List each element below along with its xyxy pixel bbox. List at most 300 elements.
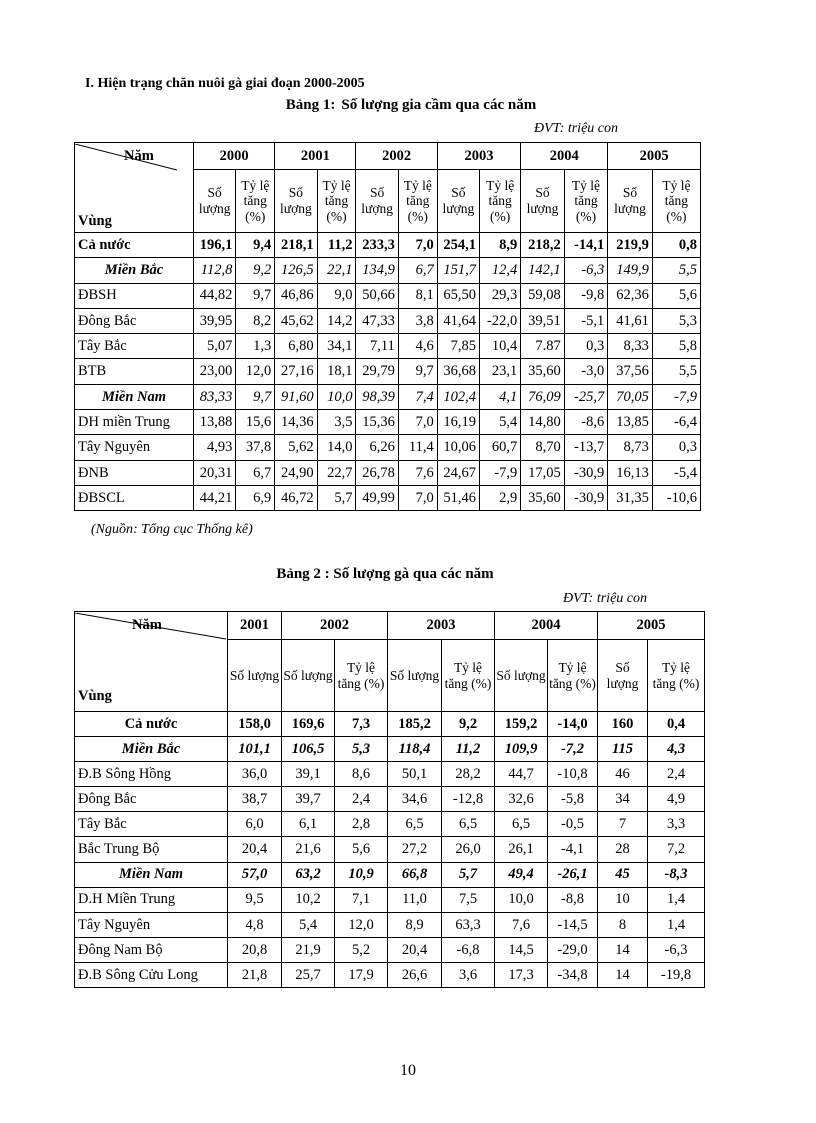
year-header: 2005: [598, 612, 705, 640]
year-header: 2003: [388, 612, 495, 640]
table-cell: 9,4: [236, 233, 275, 258]
table-cell: 11,0: [388, 887, 442, 912]
table-cell: 219,9: [608, 233, 653, 258]
year-header: 2002: [282, 612, 388, 640]
table-cell: 50,66: [356, 283, 398, 308]
table-cell: 21,6: [282, 837, 335, 862]
table-cell: -5,1: [564, 308, 607, 333]
rate-subheader: Tỷ lệ tăng (%): [652, 170, 700, 233]
region-name: BTB: [75, 359, 194, 384]
table-cell: -5,8: [548, 787, 598, 812]
table-cell: 63,2: [282, 862, 335, 887]
table-cell: 254,1: [437, 233, 479, 258]
table-cell: 14,2: [317, 308, 356, 333]
table-cell: 20,31: [194, 460, 236, 485]
table-cell: 10,4: [480, 334, 521, 359]
table-cell: 98,39: [356, 384, 398, 409]
year-header: 2002: [356, 143, 437, 170]
table-cell: -34,8: [548, 962, 598, 987]
table-cell: 5,3: [652, 308, 700, 333]
table-cell: 34,6: [388, 787, 442, 812]
table-row: [75, 334, 701, 359]
rate-subheader: Tỷ lệ tăng (%): [236, 170, 275, 233]
table-cell: 7,0: [398, 485, 437, 510]
table-cell: 60,7: [480, 435, 521, 460]
count-subheader: Số lượng: [228, 640, 282, 712]
table-cell: 3,6: [442, 962, 495, 987]
table-row: [75, 384, 701, 409]
table-cell: 5,5: [652, 258, 700, 283]
region-name: Cả nước: [75, 233, 194, 258]
table-cell: -3,0: [564, 359, 607, 384]
table-cell: 66,8: [388, 862, 442, 887]
table-cell: -6,8: [442, 937, 495, 962]
table-cell: 11,2: [442, 737, 495, 762]
table-cell: -10,6: [652, 485, 700, 510]
table-cell: -8,6: [564, 410, 607, 435]
table-cell: 8,6: [335, 762, 388, 787]
table-cell: 6,7: [398, 258, 437, 283]
table-cell: 14: [598, 962, 648, 987]
table-cell: 158,0: [228, 712, 282, 737]
table-cell: -30,9: [564, 485, 607, 510]
table-cell: 29,3: [480, 283, 521, 308]
table-cell: 102,4: [437, 384, 479, 409]
table-cell: 8: [598, 912, 648, 937]
table-cell: 4,93: [194, 435, 236, 460]
rate-subheader: Tỷ lệ tăng (%): [442, 640, 495, 712]
rate-subheader: Tỷ lệ tăng (%): [398, 170, 437, 233]
table-cell: 149,9: [608, 258, 653, 283]
table-cell: 15,6: [236, 410, 275, 435]
table-cell: 57,0: [228, 862, 282, 887]
table-row: [75, 887, 705, 912]
table-cell: 32,6: [495, 787, 548, 812]
table-row: [75, 359, 701, 384]
table-cell: 5,8: [652, 334, 700, 359]
corner-year-label: Năm: [124, 147, 154, 164]
table-row: [75, 737, 705, 762]
table-cell: 22,7: [317, 460, 356, 485]
table-cell: 10,2: [282, 887, 335, 912]
table-cell: 15,36: [356, 410, 398, 435]
count-subheader: Số lượng: [608, 170, 653, 233]
table-cell: 5,6: [335, 837, 388, 862]
table-cell: 4,8: [228, 912, 282, 937]
table-cell: 14,5: [495, 937, 548, 962]
table-cell: 10,9: [335, 862, 388, 887]
table-cell: 8,33: [608, 334, 653, 359]
table-cell: 10,0: [317, 384, 356, 409]
table-cell: -7,2: [548, 737, 598, 762]
rate-subheader: Tỷ lệ tăng (%): [548, 640, 598, 712]
table-cell: 41,64: [437, 308, 479, 333]
table-cell: 12,0: [335, 912, 388, 937]
table1-title: [0, 97, 816, 114]
table-cell: 31,35: [608, 485, 653, 510]
table-row: [75, 258, 701, 283]
table-cell: 34: [598, 787, 648, 812]
count-subheader: Số lượng: [437, 170, 479, 233]
table-cell: 23,00: [194, 359, 236, 384]
region-name: Đông Nam Bộ: [75, 937, 228, 962]
table-cell: 6,1: [282, 812, 335, 837]
table-cell: 151,7: [437, 258, 479, 283]
table-cell: 106,5: [282, 737, 335, 762]
region-name: Đ.B Sông Cửu Long: [75, 962, 228, 987]
table1-title-prefix: Bảng 1:: [285, 97, 336, 113]
table-row: [75, 812, 705, 837]
table-cell: -9,8: [564, 283, 607, 308]
table-cell: 142,1: [521, 258, 564, 283]
table-cell: 21,8: [228, 962, 282, 987]
table-cell: 44,82: [194, 283, 236, 308]
rate-subheader: Tỷ lệ tăng (%): [335, 640, 388, 712]
table-cell: 109,9: [495, 737, 548, 762]
table-cell: 44,7: [495, 762, 548, 787]
table-cell: 14,80: [521, 410, 564, 435]
table-cell: -8,8: [548, 887, 598, 912]
page-number: 10: [400, 1062, 416, 1079]
year-header: 2004: [521, 143, 608, 170]
region-name: Đông Bắc: [75, 787, 228, 812]
table-cell: -25,7: [564, 384, 607, 409]
table-cell: 5,2: [335, 937, 388, 962]
rate-subheader: Tỷ lệ tăng (%): [317, 170, 356, 233]
table-cell: -10,8: [548, 762, 598, 787]
table-cell: 6,26: [356, 435, 398, 460]
table1-source: (Nguồn: Tổng cục Thống kê): [91, 522, 253, 537]
year-header: 2003: [437, 143, 521, 170]
table-cell: 51,46: [437, 485, 479, 510]
table-cell: 10: [598, 887, 648, 912]
table-cell: 0,4: [648, 712, 705, 737]
table-cell: 9,7: [236, 283, 275, 308]
table-cell: 46: [598, 762, 648, 787]
table-cell: 7,6: [495, 912, 548, 937]
year-header: 2004: [495, 612, 598, 640]
table-cell: 65,50: [437, 283, 479, 308]
table-cell: 8,9: [480, 233, 521, 258]
table-cell: 2,9: [480, 485, 521, 510]
year-header: 2001: [275, 143, 356, 170]
table-cell: 83,33: [194, 384, 236, 409]
table-cell: 2,4: [335, 787, 388, 812]
table-cell: 26,78: [356, 460, 398, 485]
table-cell: 118,4: [388, 737, 442, 762]
table-cell: 21,9: [282, 937, 335, 962]
table1: [74, 142, 701, 511]
table-cell: 14: [598, 937, 648, 962]
table-cell: 218,2: [521, 233, 564, 258]
table1-year-header-row: [75, 143, 701, 170]
table-cell: 16,19: [437, 410, 479, 435]
rate-subheader: Tỷ lệ tăng (%): [480, 170, 521, 233]
table-cell: 46,72: [275, 485, 317, 510]
table-cell: 14,0: [317, 435, 356, 460]
table-row: [75, 762, 705, 787]
table-cell: 12,4: [480, 258, 521, 283]
table-cell: -6,4: [652, 410, 700, 435]
table-cell: 22,1: [317, 258, 356, 283]
table-cell: 47,33: [356, 308, 398, 333]
table-cell: -29,0: [548, 937, 598, 962]
region-name: Đông Bắc: [75, 308, 194, 333]
table-cell: 35,60: [521, 485, 564, 510]
table-cell: -6,3: [648, 937, 705, 962]
table-cell: 4,9: [648, 787, 705, 812]
table-cell: 5,4: [282, 912, 335, 937]
count-subheader: Số lượng: [356, 170, 398, 233]
table-cell: 7,2: [648, 837, 705, 862]
table-cell: 5,07: [194, 334, 236, 359]
table-cell: 2,4: [648, 762, 705, 787]
table-cell: -7,9: [652, 384, 700, 409]
count-subheader: Số lượng: [275, 170, 317, 233]
region-name: Miền Nam: [75, 384, 194, 409]
corner-header: [75, 143, 194, 233]
table-cell: 91,60: [275, 384, 317, 409]
table-cell: 5,4: [480, 410, 521, 435]
count-subheader: Số lượng: [194, 170, 236, 233]
region-name: Tây Bắc: [75, 334, 194, 359]
table-cell: 36,0: [228, 762, 282, 787]
count-subheader: Số lượng: [388, 640, 442, 712]
table-cell: 20,4: [228, 837, 282, 862]
table-row: [75, 712, 705, 737]
table-cell: 0,3: [652, 435, 700, 460]
table-cell: 39,95: [194, 308, 236, 333]
rate-subheader: Tỷ lệ tăng (%): [648, 640, 705, 712]
region-name: ĐBSCL: [75, 485, 194, 510]
region-name: D.H Miền Trung: [75, 887, 228, 912]
region-name: Miền Bắc: [75, 737, 228, 762]
count-subheader: Số lượng: [282, 640, 335, 712]
region-name: ĐNB: [75, 460, 194, 485]
table-cell: 11,4: [398, 435, 437, 460]
table-cell: 14,36: [275, 410, 317, 435]
table-cell: -5,4: [652, 460, 700, 485]
table-cell: 36,68: [437, 359, 479, 384]
table-cell: 63,3: [442, 912, 495, 937]
table2: [74, 611, 705, 988]
table-row: [75, 787, 705, 812]
table-cell: 8,2: [236, 308, 275, 333]
table-cell: 9,2: [236, 258, 275, 283]
year-header: 2000: [194, 143, 275, 170]
table-cell: 38,7: [228, 787, 282, 812]
table-cell: 1,3: [236, 334, 275, 359]
table-cell: 7,4: [398, 384, 437, 409]
corner-region-label: Vùng: [78, 212, 112, 229]
table-cell: 5,6: [652, 283, 700, 308]
table-row: [75, 485, 701, 510]
table-cell: 27,16: [275, 359, 317, 384]
table-cell: 6,5: [388, 812, 442, 837]
table-cell: 6,0: [228, 812, 282, 837]
table-row: [75, 283, 701, 308]
corner-header: [75, 612, 228, 712]
table-cell: 27,2: [388, 837, 442, 862]
table-cell: 28: [598, 837, 648, 862]
table-row: [75, 308, 701, 333]
table-cell: 115: [598, 737, 648, 762]
table-cell: 6,7: [236, 460, 275, 485]
table-cell: 37,8: [236, 435, 275, 460]
table-cell: 26,6: [388, 962, 442, 987]
table-cell: -30,9: [564, 460, 607, 485]
table-cell: 160: [598, 712, 648, 737]
region-name: Miền Bắc: [75, 258, 194, 283]
count-subheader: Số lượng: [598, 640, 648, 712]
table-row: [75, 410, 701, 435]
table-cell: 1,4: [648, 912, 705, 937]
table-cell: 159,2: [495, 712, 548, 737]
table-cell: 7,11: [356, 334, 398, 359]
region-name: Bắc Trung Bộ: [75, 837, 228, 862]
table-cell: 11,2: [317, 233, 356, 258]
table-cell: 44,21: [194, 485, 236, 510]
table-cell: 9,7: [236, 384, 275, 409]
table-cell: 7,0: [398, 410, 437, 435]
table-cell: 29,79: [356, 359, 398, 384]
table-cell: 112,8: [194, 258, 236, 283]
table-cell: 0,8: [652, 233, 700, 258]
table-cell: 46,86: [275, 283, 317, 308]
table-cell: 5,7: [317, 485, 356, 510]
table-cell: 20,8: [228, 937, 282, 962]
table-cell: 49,99: [356, 485, 398, 510]
table-cell: 6,5: [495, 812, 548, 837]
table-cell: 10,06: [437, 435, 479, 460]
table-cell: 6,9: [236, 485, 275, 510]
table-cell: 28,2: [442, 762, 495, 787]
table-cell: 17,3: [495, 962, 548, 987]
table-cell: 26,0: [442, 837, 495, 862]
count-subheader: Số lượng: [521, 170, 564, 233]
table-cell: 233,3: [356, 233, 398, 258]
table-row: [75, 862, 705, 887]
table-cell: 23,1: [480, 359, 521, 384]
table1-unit: ĐVT: triệu con: [534, 121, 618, 136]
table-cell: 101,1: [228, 737, 282, 762]
table-cell: 49,4: [495, 862, 548, 887]
table-cell: -6,3: [564, 258, 607, 283]
section-title: I. Hiện trạng chăn nuôi gà giai đoạn 2000-2005: [85, 76, 365, 91]
table-cell: 25,7: [282, 962, 335, 987]
table-row: [75, 912, 705, 937]
region-name: Tây Nguyên: [75, 435, 194, 460]
region-name: Tây Bắc: [75, 812, 228, 837]
table-cell: -8,3: [648, 862, 705, 887]
table2-year-header-row: [75, 612, 705, 640]
table-cell: 7,0: [398, 233, 437, 258]
table-cell: 5,62: [275, 435, 317, 460]
table-cell: 7,3: [335, 712, 388, 737]
table-cell: 8,1: [398, 283, 437, 308]
year-header: 2001: [228, 612, 282, 640]
table-cell: 13,88: [194, 410, 236, 435]
rate-subheader: Tỷ lệ tăng (%): [564, 170, 607, 233]
corner-region-label: Vùng: [78, 687, 112, 704]
table-cell: -14,0: [548, 712, 598, 737]
table-cell: -13,7: [564, 435, 607, 460]
table-cell: 7: [598, 812, 648, 837]
table-row: [75, 460, 701, 485]
table-cell: 39,51: [521, 308, 564, 333]
table-cell: 9,0: [317, 283, 356, 308]
table-cell: 134,9: [356, 258, 398, 283]
table-cell: 39,7: [282, 787, 335, 812]
table-cell: 7.87: [521, 334, 564, 359]
table-cell: 35,60: [521, 359, 564, 384]
table-cell: 26,1: [495, 837, 548, 862]
table-cell: -14,5: [548, 912, 598, 937]
table-cell: 126,5: [275, 258, 317, 283]
table-cell: 13,85: [608, 410, 653, 435]
table-cell: 50,1: [388, 762, 442, 787]
table-cell: 4,6: [398, 334, 437, 359]
table-cell: -14,1: [564, 233, 607, 258]
table-row: [75, 837, 705, 862]
table-cell: 17,05: [521, 460, 564, 485]
table-cell: 20,4: [388, 937, 442, 962]
table2-title: Bảng 2 : Số lượng gà qua các năm: [276, 566, 494, 582]
table-cell: 2,8: [335, 812, 388, 837]
table-cell: 3,8: [398, 308, 437, 333]
table-cell: -12,8: [442, 787, 495, 812]
table-cell: 1,4: [648, 887, 705, 912]
table-cell: 7,85: [437, 334, 479, 359]
table-cell: 4,1: [480, 384, 521, 409]
table-cell: 5,7: [442, 862, 495, 887]
table-cell: 8,73: [608, 435, 653, 460]
table-cell: 70,05: [608, 384, 653, 409]
table-cell: 76,09: [521, 384, 564, 409]
table-cell: 7,1: [335, 887, 388, 912]
table-cell: 9,5: [228, 887, 282, 912]
table-cell: 37,56: [608, 359, 653, 384]
table-cell: 3,5: [317, 410, 356, 435]
table-cell: 12,0: [236, 359, 275, 384]
table-cell: 45,62: [275, 308, 317, 333]
year-header: 2005: [608, 143, 701, 170]
table-cell: 196,1: [194, 233, 236, 258]
table-cell: 9,2: [442, 712, 495, 737]
table-cell: 59,08: [521, 283, 564, 308]
table-cell: 34,1: [317, 334, 356, 359]
table-cell: 185,2: [388, 712, 442, 737]
table-cell: 24,90: [275, 460, 317, 485]
table-cell: 16,13: [608, 460, 653, 485]
table-cell: -22,0: [480, 308, 521, 333]
table-cell: 218,1: [275, 233, 317, 258]
table-cell: 3,3: [648, 812, 705, 837]
table-cell: 169,6: [282, 712, 335, 737]
region-name: ĐBSH: [75, 283, 194, 308]
table-cell: 8,70: [521, 435, 564, 460]
table-cell: 6,80: [275, 334, 317, 359]
region-name: Đ.B Sông Hồng: [75, 762, 228, 787]
corner-year-label: Năm: [132, 616, 162, 633]
table-cell: 10,0: [495, 887, 548, 912]
region-name: Cả nước: [75, 712, 228, 737]
table-cell: 41,61: [608, 308, 653, 333]
table-cell: 24,67: [437, 460, 479, 485]
table-cell: -26,1: [548, 862, 598, 887]
table-cell: 4,3: [648, 737, 705, 762]
table-row: [75, 937, 705, 962]
